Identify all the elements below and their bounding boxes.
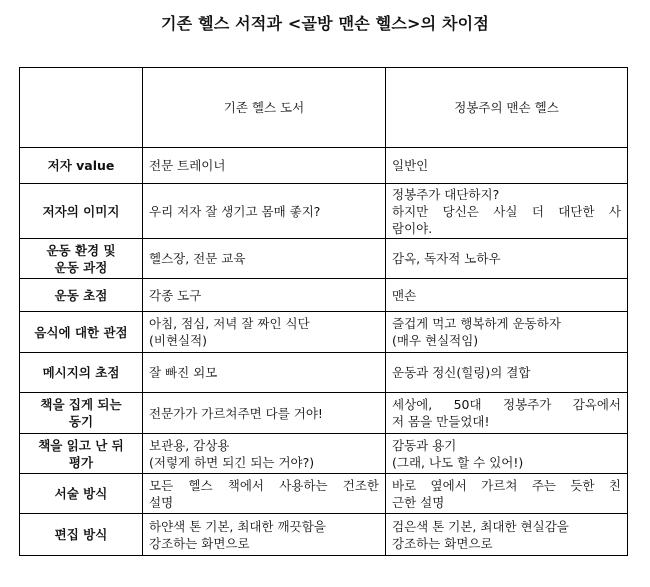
jung-book-cell xyxy=(386,434,628,474)
cell-text-line: 정봉주가 대단하지? xyxy=(392,186,500,202)
cell-text-line: 람이야. xyxy=(392,220,433,236)
jung-book-cell xyxy=(386,184,628,239)
table-row xyxy=(20,514,628,556)
existing-book-cell xyxy=(143,148,386,184)
cell-text-line: 전문가가 가르쳐주면 다를 거야! xyxy=(149,405,323,421)
cell-text-line: 맨손 xyxy=(392,287,417,303)
existing-book-cell xyxy=(143,514,386,556)
existing-book-cell xyxy=(143,184,386,239)
existing-book-cell xyxy=(143,312,386,353)
row-header-cell xyxy=(20,393,143,434)
cell-text-line: (매우 현실적임) xyxy=(392,333,479,348)
jung-book-cell xyxy=(386,279,628,312)
cell-text-line: 아침, 점심, 저녁 잘 짜인 식단 xyxy=(149,316,310,331)
cell-text-line: (비현실적) xyxy=(149,333,208,348)
table-row xyxy=(20,184,628,239)
table-row xyxy=(20,353,628,393)
cell-text-line: 편집 방식 xyxy=(54,527,108,542)
jung-book-cell xyxy=(386,312,628,353)
row-header-cell xyxy=(20,148,143,184)
cell-text-line: 책을 집게 되는 xyxy=(40,397,122,412)
column-header-jung: 정봉주의 맨손 헬스 xyxy=(386,68,628,148)
row-header-cell xyxy=(20,514,143,556)
table-row xyxy=(20,312,628,353)
jung-book-cell xyxy=(386,474,628,514)
row-header-cell xyxy=(20,279,143,312)
cell-text-line: 저 몸을 만들었대! xyxy=(392,414,490,429)
cell-text-line: 검은색 톤 기본, 최대한 현실감을 xyxy=(392,518,569,534)
cell-text-line: 저자 value xyxy=(47,158,115,173)
table-row xyxy=(20,393,628,434)
cell-text-line: 잘 빠진 외모 xyxy=(149,365,218,380)
table-header-row xyxy=(20,68,628,148)
cell-text-line: (그래, 나도 할 수 있어!) xyxy=(392,454,524,470)
cell-text-line: 운동 환경 및 xyxy=(46,242,116,258)
row-header-cell xyxy=(20,474,143,514)
table-row xyxy=(20,239,628,279)
cell-text-line: 동기 xyxy=(68,414,94,429)
cell-text-line: 모든 헬스 책에서 사용하는 건조한 xyxy=(149,477,379,493)
jung-book-cell xyxy=(386,148,628,184)
table-row xyxy=(20,148,628,184)
comparison-table xyxy=(19,67,628,556)
existing-book-cell xyxy=(143,393,386,434)
cell-text-line: 일반인 xyxy=(392,158,429,173)
corner-cell xyxy=(20,68,143,148)
cell-text-line: 하지만 당신은 사실 더 대단한 사 xyxy=(392,203,621,219)
cell-text-line: 운동과 정신(힐링)의 결합 xyxy=(392,365,531,380)
cell-text-line: 바로 옆에서 가르쳐 주는 듯한 친 xyxy=(392,477,621,493)
table-row xyxy=(20,279,628,312)
cell-text-line: 책을 읽고 난 뒤 xyxy=(38,437,124,453)
cell-text-line: 강조하는 화면으로 xyxy=(392,535,493,551)
existing-book-cell xyxy=(143,353,386,393)
existing-book-cell xyxy=(143,474,386,514)
row-header-cell xyxy=(20,353,143,393)
existing-book-cell xyxy=(143,434,386,474)
cell-text-line: 운동 초점 xyxy=(54,287,108,303)
cell-text-line: 서술 방식 xyxy=(54,486,108,501)
row-header-cell xyxy=(20,312,143,353)
cell-text-line: (저렇게 하면 되긴 되는 거야?) xyxy=(149,454,315,470)
cell-text-line: 설명 xyxy=(149,494,174,510)
cell-text-line: 평가 xyxy=(68,454,94,470)
jung-book-cell xyxy=(386,353,628,393)
jung-book-cell xyxy=(386,393,628,434)
cell-text-line: 전문 트레이너 xyxy=(149,158,226,173)
cell-text-line: 각종 도구 xyxy=(149,287,202,303)
jung-book-cell xyxy=(386,239,628,279)
row-header-cell xyxy=(20,184,143,239)
cell-text-line: 헬스장, 전문 교육 xyxy=(149,251,246,266)
existing-book-cell xyxy=(143,279,386,312)
cell-text-line: 감동과 용기 xyxy=(392,437,457,453)
table-row xyxy=(20,474,628,514)
cell-text-line: 저자의 이미지 xyxy=(42,203,120,219)
cell-text-line: 운동 과정 xyxy=(54,259,108,275)
cell-text-line: 강조하는 화면으로 xyxy=(149,535,250,551)
table-row xyxy=(20,434,628,474)
cell-text-line: 감옥, 독자적 노하우 xyxy=(392,251,501,266)
cell-text-line: 근한 설명 xyxy=(392,494,445,510)
cell-text-line: 즐겁게 먹고 행복하게 운동하자 xyxy=(392,316,561,331)
column-header-existing: 기존 헬스 도서 xyxy=(143,68,386,148)
cell-text-line: 음식에 대한 관점 xyxy=(34,324,128,340)
row-header-cell xyxy=(20,434,143,474)
cell-text-line: 보관용, 감상용 xyxy=(149,437,230,453)
cell-text-line: 메시지의 초점 xyxy=(42,365,120,380)
cell-text-line: 우리 저자 잘 생기고 몸매 좋지? xyxy=(149,203,321,219)
page-title: 기존 헬스 서적과 <골방 맨손 헬스>의 차이점 xyxy=(161,14,489,33)
cell-text-line: 세상에, 50대 정봉주가 감옥에서 xyxy=(392,397,621,412)
jung-book-cell xyxy=(386,514,628,556)
row-header-cell xyxy=(20,239,143,279)
existing-book-cell xyxy=(143,239,386,279)
cell-text-line: 하얀색 톤 기본, 최대한 깨끗함을 xyxy=(149,518,326,534)
